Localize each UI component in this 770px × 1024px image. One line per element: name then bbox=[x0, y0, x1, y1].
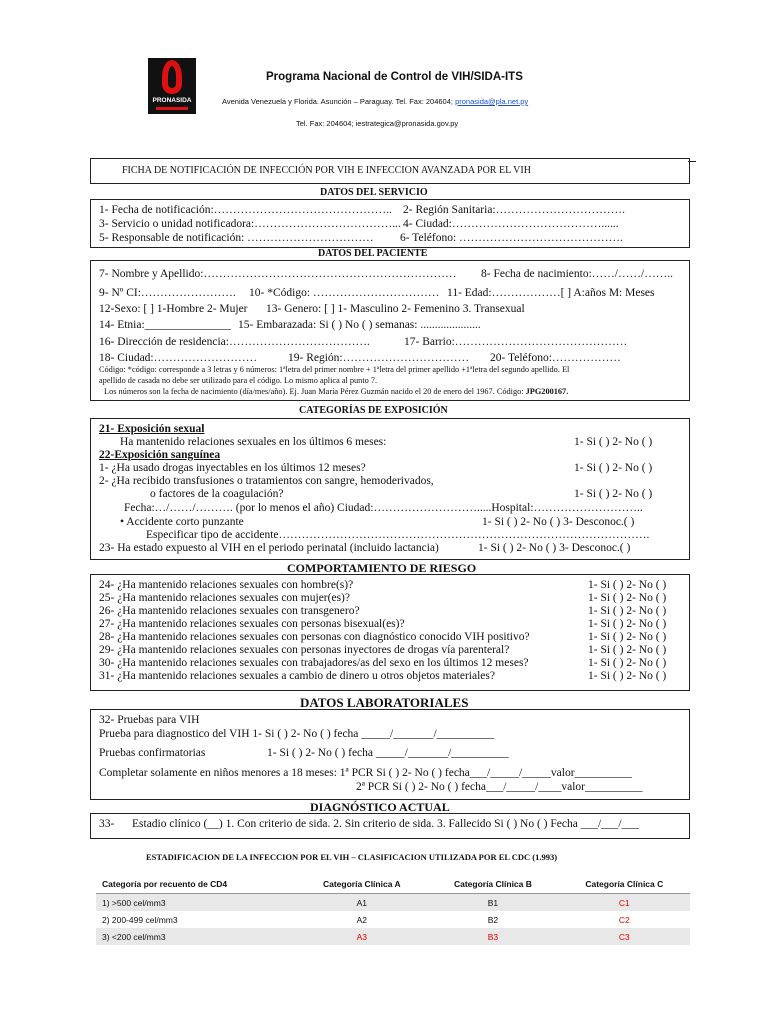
code-note-3 bbox=[104, 387, 568, 396]
section-paciente-heading: DATOS DEL PACIENTE bbox=[318, 248, 428, 259]
field-servicio[interactable]: 3- Servicio o unidad notificadora:………………………………... bbox=[99, 218, 401, 230]
cdc-cell-highlight: C1 bbox=[559, 894, 690, 912]
field-ciudad-servicio[interactable]: 4- Ciudad:…………………………………...... bbox=[403, 218, 619, 230]
form-title: FICHA DE NOTIFICACIÓN DE INFECCIÓN POR VIH E INFECCION AVANZADA POR EL VIH bbox=[122, 165, 531, 176]
field-pcr-1[interactable]: Completar solamente en niños menores a 18 meses: 1ª PCR Si ( ) 2- No ( ) fecha___/_____/_____valor__________ bbox=[99, 767, 633, 779]
cdc-title: ESTADIFICACION DE LA INFECCION POR EL VIH – CLASIFICACION UTILIZADA POR EL CDC (1.993) bbox=[146, 852, 558, 862]
riesgo-question: 31- ¿Ha mantenido relaciones sexuales a cambio de dinero u otros objetos materiales? bbox=[99, 670, 495, 682]
field-pcr-2[interactable]: 2ª PCR Si ( ) 2- No ( ) fecha___/_____/____valor__________ bbox=[356, 781, 643, 793]
field-fecha-nacimiento[interactable]: 8- Fecha de nacimiento:……/……/…….. bbox=[481, 268, 673, 280]
field-sexo[interactable]: 12-Sexo: [ ] 1-Hombre 2- Mujer bbox=[99, 303, 248, 315]
cdc-row-2 bbox=[96, 911, 690, 928]
field-edad[interactable]: 11- Edad:………………[ ] A:años M: Meses bbox=[447, 287, 655, 299]
accidente-options[interactable]: 1- Si ( ) 2- No ( ) 3- Desconoc.( ) bbox=[482, 516, 635, 528]
riesgo-options[interactable]: 1- Si ( ) 2- No ( ) bbox=[588, 605, 667, 617]
field-estadio-clinico[interactable]: Estadio clínico (__) 1. Con criterio de sida. 2. Sin criterio de sida. 3. Fallecido Si ( ) No ( ) Fecha ___/___/___ bbox=[132, 818, 639, 830]
cdc-cell: A1 bbox=[296, 894, 427, 912]
red-ribbon-icon bbox=[162, 60, 182, 94]
q23-options[interactable]: 1- Si ( ) 2- No ( ) 3- Desconoc.( ) bbox=[478, 542, 631, 554]
riesgo-question: 25- ¿Ha mantenido relaciones sexuales con mujer(es)? bbox=[99, 592, 350, 604]
field-embarazada[interactable]: 15- Embarazada: Si ( ) No ( ) semanas: ..................... bbox=[238, 319, 481, 331]
field-codigo[interactable]: 10- *Código: …………………………… bbox=[249, 287, 440, 299]
field-tipo-accidente[interactable]: Especificar tipo de accidente……………………………………………………………………………………. bbox=[146, 529, 650, 541]
riesgo-options[interactable]: 1- Si ( ) 2- No ( ) bbox=[588, 644, 667, 656]
field-region[interactable]: 19- Región:…………………………… bbox=[288, 352, 470, 364]
section-riesgo-heading: COMPORTAMIENTO DE RIESGO bbox=[287, 561, 477, 575]
field-direccion[interactable]: 16- Dirección de residencia:………………………………. bbox=[99, 336, 370, 348]
pruebas-confirmatorias-label: Pruebas confirmatorias bbox=[99, 747, 206, 759]
riesgo-question: 30- ¿Ha mantenido relaciones sexuales con trabajadores/as del sexo en los últimos 12 meses? bbox=[99, 657, 529, 669]
riesgo-options[interactable]: 1- Si ( ) 2- No ( ) bbox=[588, 657, 667, 669]
section-exposicion-heading: CATEGORÍAS DE EXPOSICIÓN bbox=[299, 405, 448, 416]
section-laboratorio-heading: DATOS LABORATORIALES bbox=[300, 695, 469, 710]
cdc-row-1 bbox=[96, 894, 690, 912]
field-genero[interactable]: 13- Genero: [ ] 1- Masculino 2- Femenino 3. Transexual bbox=[266, 303, 525, 315]
field-barrio[interactable]: 17- Barrio:……………………………………… bbox=[404, 336, 628, 348]
cdc-cell: B1 bbox=[427, 894, 558, 912]
address-line bbox=[222, 97, 528, 106]
address-text: Avenida Venezuela y Florida. Asunción – Paraguay. Tel. Fax: 204604; bbox=[222, 97, 453, 106]
accidente-question: • Accidente corto punzante bbox=[120, 516, 244, 528]
q22-2-question: 2- ¿Ha recibido transfusiones o tratamientos con sangre, hemoderivados, bbox=[99, 475, 434, 487]
riesgo-options[interactable]: 1- Si ( ) 2- No ( ) bbox=[588, 579, 667, 591]
q21-label: 21- Exposición sexual bbox=[99, 423, 205, 435]
field-region-sanitaria[interactable]: 2- Región Sanitaria:……………………………. bbox=[403, 204, 625, 216]
cdc-cell-highlight: C3 bbox=[559, 928, 690, 945]
riesgo-options[interactable]: 1- Si ( ) 2- No ( ) bbox=[588, 631, 667, 643]
cdc-cell-highlight: A3 bbox=[296, 928, 427, 945]
field-ci[interactable]: 9- Nº CI:……………………. bbox=[99, 287, 236, 299]
field-etnia[interactable]: 14- Etnia:_______________ bbox=[99, 319, 231, 331]
riesgo-question: 24- ¿Ha mantenido relaciones sexuales con hombre(s)? bbox=[99, 579, 354, 591]
q22-2-options[interactable]: 1- Si ( ) 2- No ( ) bbox=[574, 488, 653, 500]
cdc-table bbox=[96, 875, 690, 945]
title-tick bbox=[688, 161, 696, 162]
riesgo-options[interactable]: 1- Si ( ) 2- No ( ) bbox=[588, 670, 667, 682]
riesgo-question: 26- ¿Ha mantenido relaciones sexuales con transgenero? bbox=[99, 605, 360, 617]
q23-question: 23- Ha estado expuesto al VIH en el periodo perinatal (incluido lactancia) bbox=[99, 542, 439, 554]
cdc-cell: 3) <200 cel/mm3 bbox=[96, 928, 296, 945]
q22-label: 22-Exposición sanguínea bbox=[99, 449, 221, 461]
cdc-header-c: Categoría Clínica C bbox=[559, 875, 690, 894]
q22-1-options[interactable]: 1- Si ( ) 2- No ( ) bbox=[574, 462, 653, 474]
q33-label: 33- bbox=[99, 818, 115, 830]
field-pruebas-confirmatorias[interactable]: 1- Si ( ) 2- No ( ) fecha _____/_______/__________ bbox=[267, 747, 509, 759]
cdc-cell: 2) 200-499 cel/mm3 bbox=[102, 914, 178, 925]
field-fecha-notificacion[interactable]: 1- Fecha de notificación:……………………………………….. bbox=[99, 204, 392, 216]
riesgo-question: 27- ¿Ha mantenido relaciones sexuales con personas bisexual(es)? bbox=[99, 618, 405, 630]
field-prueba-diagnostico[interactable]: Prueba para diagnostico del VIH 1- Si ( ) 2- No ( ) fecha _____/_______/__________ bbox=[99, 728, 495, 740]
field-telefono-paciente[interactable]: 20- Teléfono:……………… bbox=[490, 352, 621, 364]
address-email-link[interactable]: pronasida@pla.net.py bbox=[455, 97, 529, 106]
code-note-2: apellido de casada no debe ser utilizado para el código. Lo mismo aplica al punto 7. bbox=[99, 376, 378, 385]
section-servicio-heading: DATOS DEL SERVICIO bbox=[320, 187, 428, 198]
flag-stripe bbox=[156, 107, 188, 110]
cdc-cell: A2 bbox=[356, 914, 367, 925]
logo-text: PRONASIDA bbox=[152, 97, 192, 104]
pronasida-logo bbox=[148, 58, 196, 114]
q32-label: 32- Pruebas para VIH bbox=[99, 714, 200, 726]
q21a-options[interactable]: 1- Si ( ) 2- No ( ) bbox=[574, 436, 653, 448]
contact-line: Tel. Fax: 204604; iestrategica@pronasida.gov.py bbox=[296, 119, 459, 128]
program-title: Programa Nacional de Control de VIH/SIDA-ITS bbox=[266, 71, 523, 83]
cdc-header-b: Categoría Clínica B bbox=[427, 875, 558, 894]
riesgo-question: 29- ¿Ha mantenido relaciones sexuales con personas inyectores de drogas vía parenteral? bbox=[99, 644, 510, 656]
cdc-cell: B2 bbox=[487, 914, 499, 925]
field-ciudad-paciente[interactable]: 18- Ciudad:……………………… bbox=[99, 352, 258, 364]
field-telefono-servicio[interactable]: 6- Teléfono: ……………………………………. bbox=[400, 232, 623, 244]
field-fecha-ciudad-hospital[interactable]: Fecha:…/……/………. (por lo menos el año) Ciudad:……………………….....Hospital:……………………….. bbox=[124, 502, 643, 514]
cdc-cell: 1) >500 cel/mm3 bbox=[96, 894, 296, 912]
q21a-question: Ha mantenido relaciones sexuales en los últimos 6 meses: bbox=[120, 436, 387, 448]
cdc-header-cd4: Categoría por recuento de CD4 bbox=[96, 875, 296, 894]
code-example: JPG200167. bbox=[525, 387, 569, 396]
code-note-3-text: Los números son la fecha de nacimiento (día/mes/año). Ej. Juan María Pérez Guzmán nacido el 20 de enero del 1967. Código: bbox=[104, 387, 524, 396]
cdc-cell-highlight: B3 bbox=[427, 928, 558, 945]
code-note-1: Código: *código: corresponde a 3 letras y 6 números: 1ªletra del primer nombre + 1ªletra del primer apellido +1ªletra del segundo apellido. El bbox=[99, 365, 570, 374]
q22-2-question-cont: o factores de la coagulación? bbox=[150, 488, 284, 500]
cdc-header-a: Categoría Clínica A bbox=[296, 875, 427, 894]
section-diagnostico-heading: DIAGNÓSTICO ACTUAL bbox=[310, 800, 450, 814]
riesgo-options[interactable]: 1- Si ( ) 2- No ( ) bbox=[588, 618, 667, 630]
field-nombre[interactable]: 7- Nombre y Apellido:………………………………………………………… bbox=[99, 268, 457, 280]
field-responsable[interactable]: 5- Responsable de notificación: …………………………… bbox=[99, 232, 374, 244]
cdc-cell-highlight: C2 bbox=[618, 914, 630, 925]
q22-1-question: 1- ¿Ha usado drogas inyectables en los últimos 12 meses? bbox=[99, 462, 366, 474]
cdc-row-3 bbox=[96, 928, 690, 945]
riesgo-options[interactable]: 1- Si ( ) 2- No ( ) bbox=[588, 592, 667, 604]
riesgo-question: 28- ¿Ha mantenido relaciones sexuales con personas con diagnóstico conocido VIH positivo? bbox=[99, 631, 530, 643]
cdc-header-row bbox=[96, 875, 690, 894]
